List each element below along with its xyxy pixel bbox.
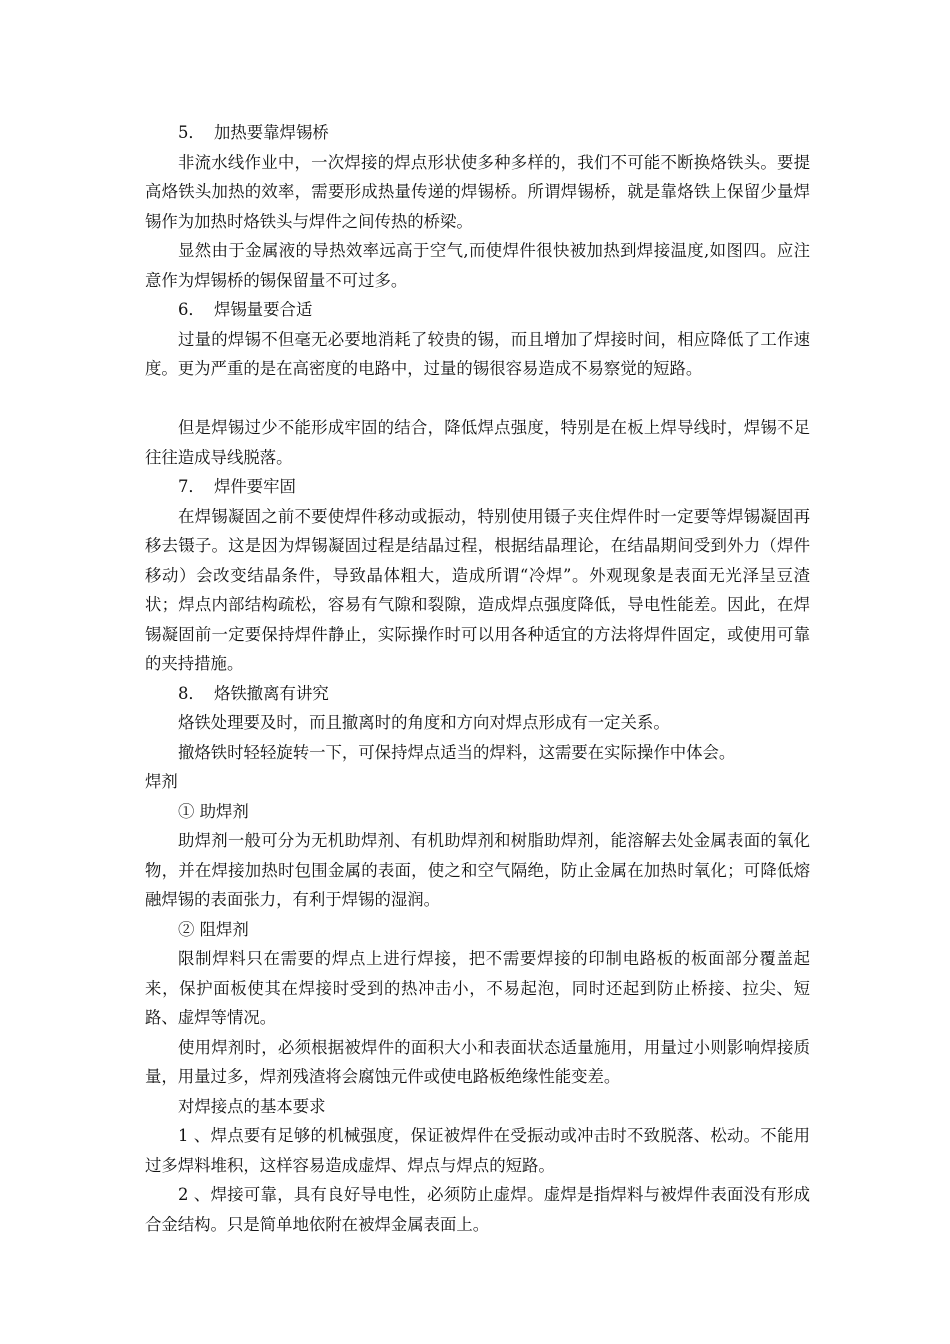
section-6-title: 焊锡量要合适 [214,300,313,319]
section-6-paragraph-2: 但是焊锡过少不能形成牢固的结合，降低焊点强度，特别是在板上焊导线时，焊锡不足往往造成导线脱落。 [145,418,810,467]
section-7-number: 7． [178,477,205,496]
requirement-2: 2 、焊接可靠，具有良好导电性，必须防止虚焊。虚焊是指焊料与被焊件表面没有形成合金结构。只是简单地依附在被焊金属表面上。 [145,1185,810,1234]
section-5-title: 加热要靠焊锡桥 [214,123,329,142]
section-5-paragraph-2: 显然由于金属液的导热效率远高于空气,而使焊件很快被加热到焊接温度,如图四。应注意作为焊锡桥的锡保留量不可过多。 [145,241,810,290]
section-7-heading [145,472,810,502]
flux-heading: 焊剂 [145,772,178,791]
document-page [145,118,810,1239]
solder-resist-paragraph-1: 限制焊料只在需要的焊点上进行焊接，把不需要焊接的印制电路板的板面部分覆盖起来，保护面板使其在焊接时受到的热冲击小，不易起泡，同时还起到防止桥接、拉尖、短路、虚焊等情况。 [145,949,810,1027]
soldering-flux-paragraph: 助焊剂一般可分为无机助焊剂、有机助焊剂和树脂助焊剂，能溶解去处金属表面的氧化物，并在焊接加热时包围金属的表面，使之和空气隔绝，防止金属在加热时氧化；可降低熔融焊锡的表面张力，有利于焊锡的湿润。 [145,831,810,909]
section-7-paragraph-1: 在焊锡凝固之前不要使焊件移动或振动，特别使用镊子夹住焊件时一定要等焊锡凝固再移去镊子。这是因为焊锡凝固过程是结晶过程，根据结晶理论，在结晶期间受到外力（焊件移动）会改变结晶条件，导致晶体粗大，造成所谓“冷焊”。外观现象是表面无光泽呈豆渣状；焊点内部结构疏松，容易有气隙和裂隙，造成焊点强度降低，导电性能差。因此，在焊锡凝固前一定要保持焊件静止，实际操作时可以用各种适宜的方法将焊件固定，或使用可靠的夹持措施。 [145,506,810,673]
requirement-1: 1 、焊点要有足够的机械强度，保证被焊件在受振动或冲击时不致脱落、松动。不能用过多焊料堆积，这样容易造成虚焊、焊点与焊点的短路。 [145,1126,810,1175]
section-5-number: 5． [178,123,205,142]
section-5-heading [145,118,810,148]
paragraph-gap [145,384,810,414]
section-8-title: 烙铁撤离有讲究 [214,683,329,703]
solder-resist-heading: ② 阻焊剂 [178,919,249,939]
section-8-number: 8． [178,683,205,703]
section-6-paragraph-1: 过量的焊锡不但毫无必要地消耗了较贵的锡，而且增加了焊接时间，相应降低了工作速度。更为严重的是在高密度的电路中，过量的锡很容易造成不易察觉的短路。 [145,329,810,378]
section-5-paragraph-1: 非流水线作业中，一次焊接的焊点形状使多种多样的，我们不可能不断换烙铁头。要提高烙铁头加热的效率，需要形成热量传递的焊锡桥。所谓焊锡桥，就是靠烙铁上保留少量焊锡作为加热时烙铁头与焊件之间传热的桥梁。 [145,152,810,231]
section-7-title: 焊件要牢固 [214,477,296,496]
section-8-paragraph-1: 烙铁处理要及时，而且撤离时的角度和方向对焊点形成有一定关系。 [178,713,670,732]
section-8-paragraph-2: 撤烙铁时轻轻旋转一下，可保持焊点适当的焊料，这需要在实际操作中体会。 [178,742,736,762]
solder-resist-paragraph-2: 使用焊剂时，必须根据被焊件的面积大小和表面状态适量施用，用量过小则影响焊接质量，用量过多，焊剂残渣将会腐蚀元件或使电路板绝缘性能变差。 [145,1037,810,1086]
requirements-heading: 对焊接点的基本要求 [178,1096,326,1116]
section-8-heading [145,679,810,709]
section-6-heading [145,295,810,325]
soldering-flux-heading: ① 助焊剂 [178,801,249,821]
section-6-number: 6． [178,300,205,319]
